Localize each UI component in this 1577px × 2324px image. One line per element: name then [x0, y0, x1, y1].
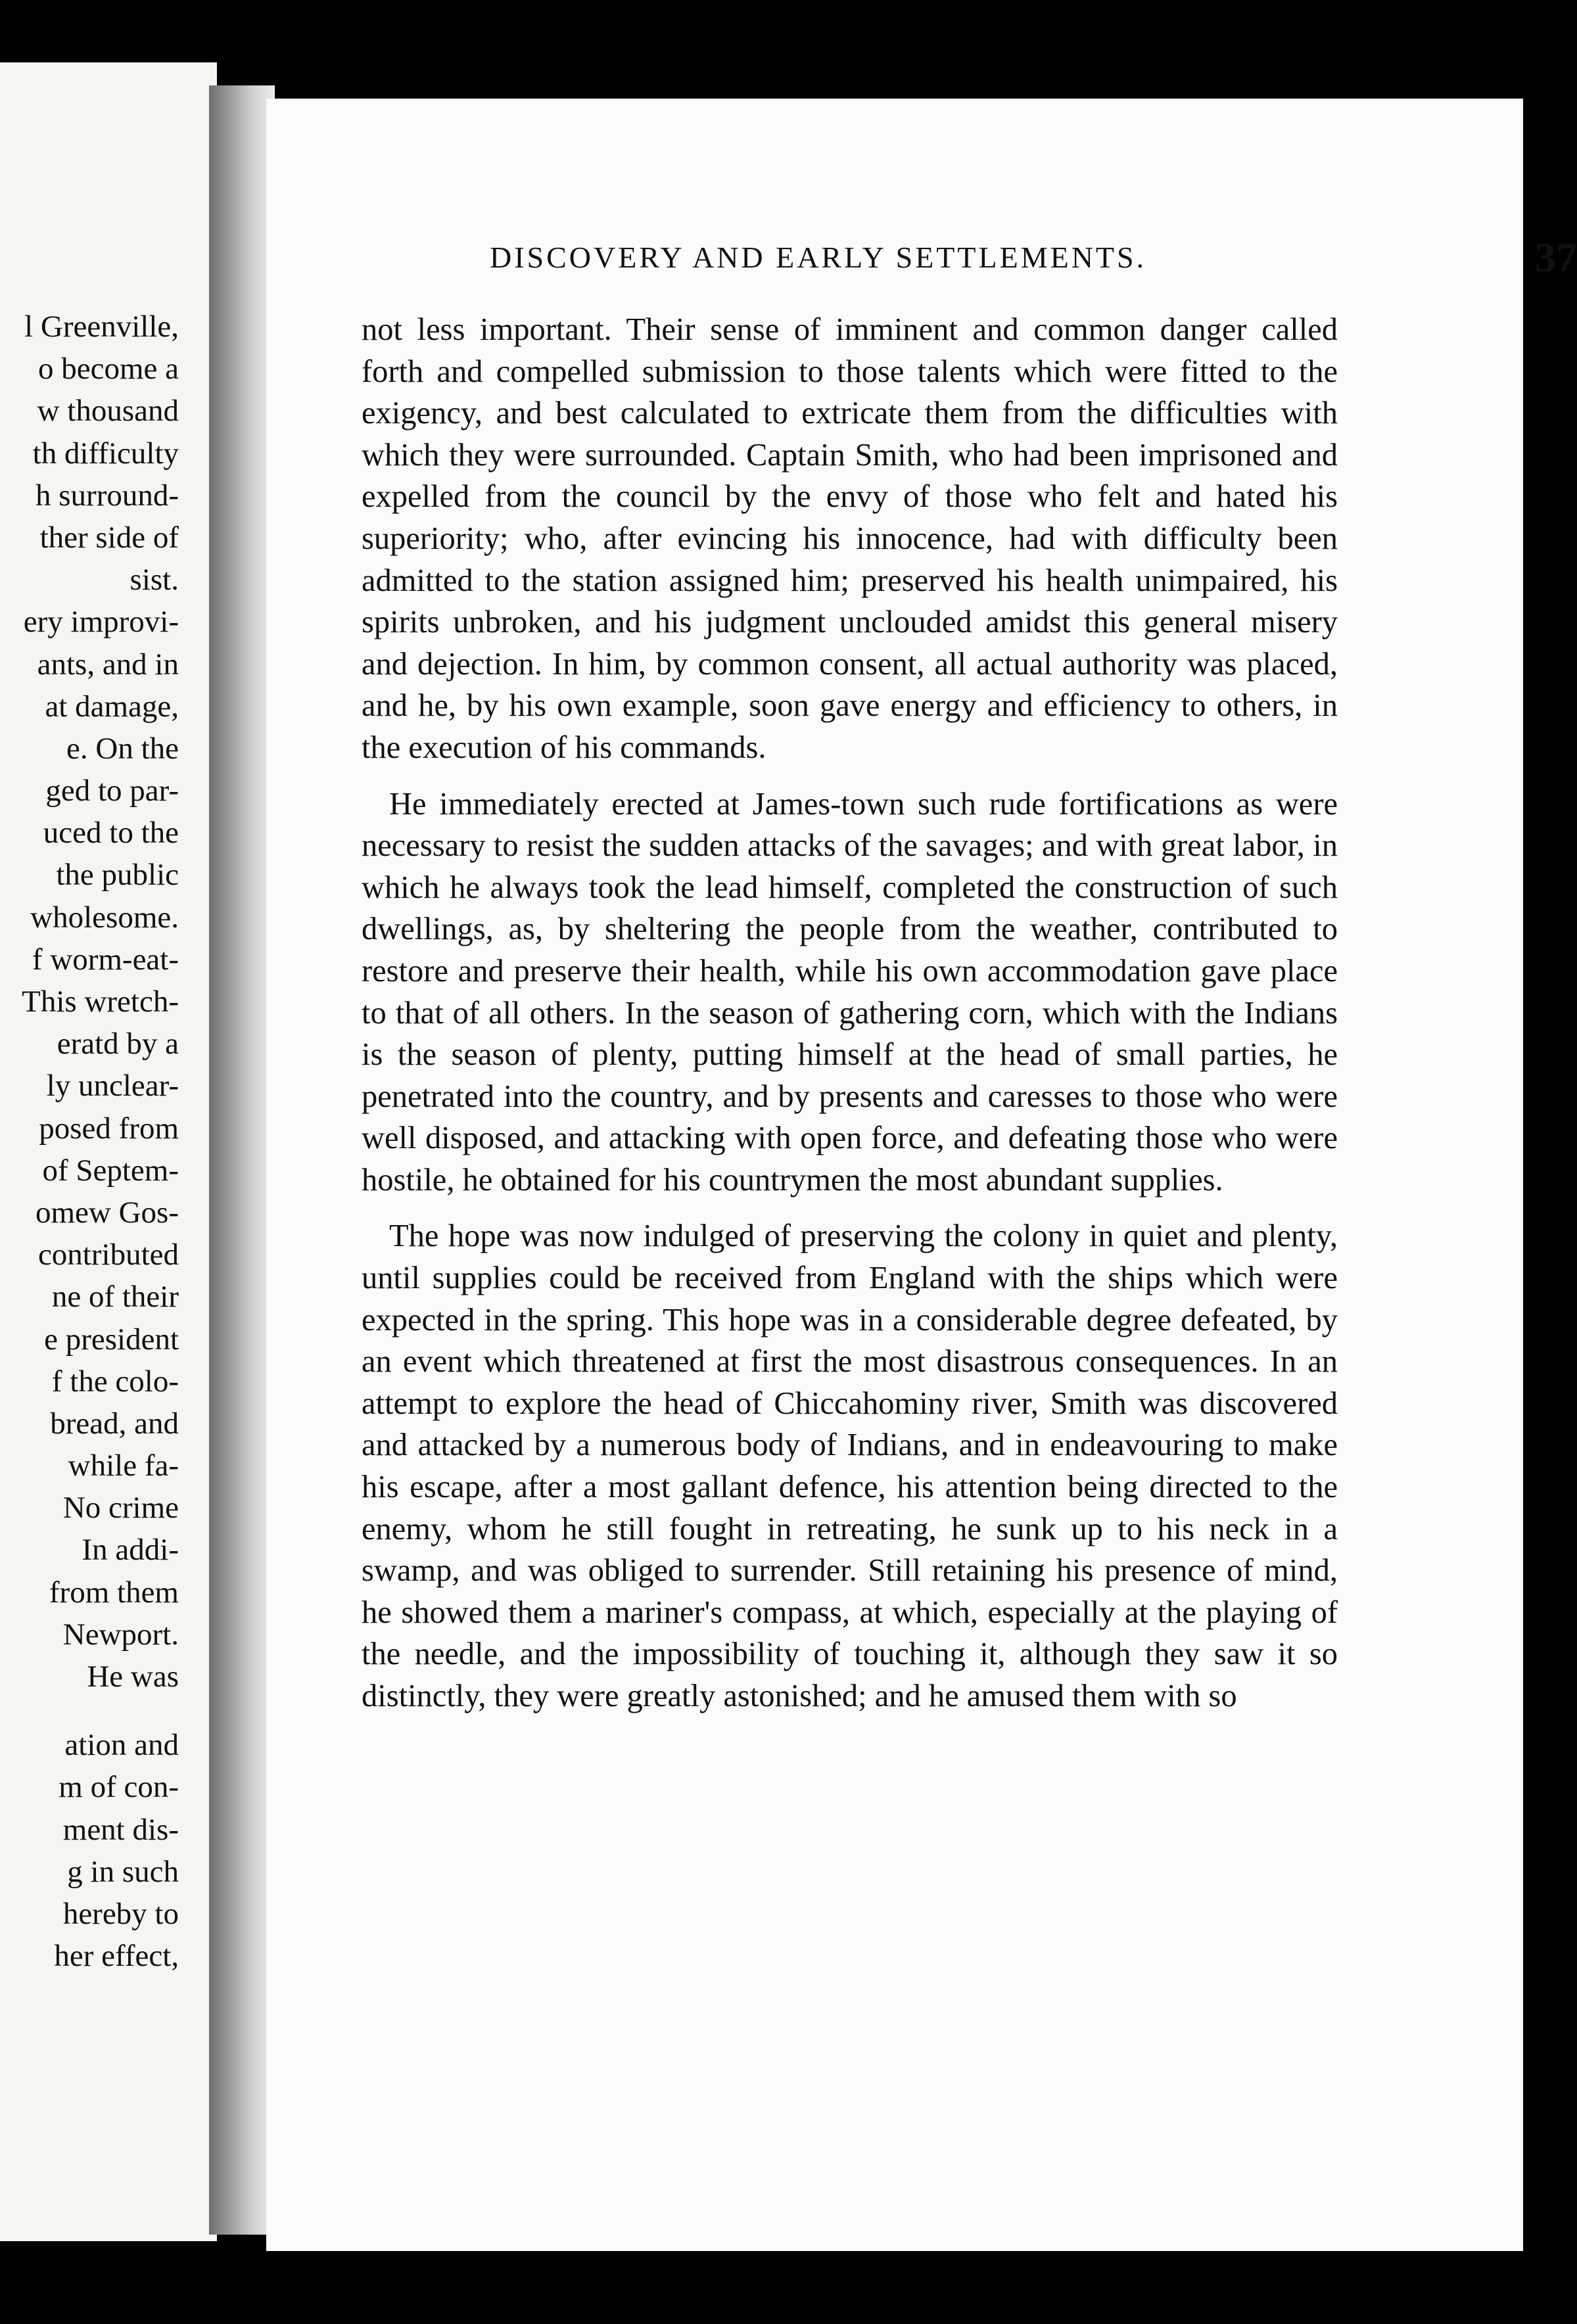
left-page-line: ment dis- — [62, 1812, 179, 1847]
left-page-line: No crime — [62, 1491, 179, 1525]
left-page-line: contributed — [37, 1238, 179, 1272]
left-page-line: l Greenville, — [24, 310, 179, 344]
right-page — [266, 99, 1577, 2251]
left-page-line: He was — [87, 1660, 179, 1694]
left-page-line: at damage, — [45, 689, 179, 724]
running-head: DISCOVERY AND EARLY SETTLEMENTS. — [490, 241, 1147, 274]
left-page-line: ants, and in — [37, 647, 179, 682]
left-page-line: posed from — [39, 1111, 179, 1146]
left-page-line: bread, and — [50, 1406, 179, 1441]
left-page-line: ged to par- — [45, 774, 179, 808]
left-page-line: of Septem- — [42, 1153, 179, 1188]
left-page-line: hereby to — [62, 1896, 179, 1931]
left-page-line: m of con- — [59, 1770, 179, 1805]
page-number: 37 — [1535, 234, 1577, 281]
left-page-line: wholesome. — [30, 900, 179, 935]
left-page-line: w thousand — [37, 394, 179, 429]
paragraph: not less important. Their sense of imminent and common danger called forth and compelled submission to those talents which were fitted to the exigency, and best calculated to extricate them from the difficulties with which they were surrounded. Captain Smith, who had been imprisoned and expelled from the council by the envy of those who felt and hated his superiority; who, after evincing his innocence, had with difficulty been admitted to the station assigned him; preserved his health unimpaired, his spirits unbroken, and his judgment unclouded amidst this general misery and dejection. In him, by common consent, all actual authority was placed, and he, by his own example, soon gave energy and efficiency to others, in the execution of his commands. — [362, 312, 1338, 765]
left-page-line: sist. — [129, 563, 179, 597]
left-page-line: Newport. — [62, 1617, 179, 1652]
left-page-line: her effect, — [54, 1939, 179, 1974]
left-page-line: e president — [44, 1322, 179, 1357]
left-page-line: th difficulty — [32, 436, 179, 471]
body-text — [362, 309, 1338, 1717]
left-page-line: omew Gos- — [35, 1195, 179, 1230]
left-page-line: g in such — [67, 1854, 179, 1889]
left-page-line: the public — [56, 858, 179, 893]
left-page-line: uced to the — [43, 816, 179, 850]
left-page-line: ne of their — [51, 1280, 179, 1314]
left-page-line: ery improvi- — [23, 605, 179, 639]
left-page-line: This wretch- — [22, 985, 179, 1019]
left-page-line — [22, 1698, 179, 1724]
paragraph: The hope was now indulged of preserving the colony in quiet and plenty, until supplies could be received from England with the ships which were expected in the spring. This hope was in a considerable degree defeated, by an event which threatened at first the most disastrous consequences. In an attempt to explore the head of Chiccahominy river, Smith was discovered and attacked by a numerous body of Indians, and in endeavouring to make his escape, after a most gallant defence, his attention being directed to the enemy, whom he still fought in retreating, he sunk up to his neck in a swamp, and was obliged to surrender. Still retaining his presence of mind, he showed them a mariner's compass, at which, especially at the playing of the needle, and the impossibility of touching it, although they saw it so distinctly, they were greatly astonished; and he amused them with so — [362, 1219, 1338, 1713]
left-page-line: from them — [49, 1575, 179, 1610]
book-gutter — [209, 85, 275, 2235]
left-page-line: e. On the — [66, 731, 179, 766]
paragraph: He immediately erected at James-town such rude fortifications as were necessary to resist the sudden attacks of the savages; and with great labor, in which he always took the lead himself, completed the construction of such dwellings, as, by sheltering the people from the weather, contributed to restore and preserve their health, while his own accommodation gave place to that of all others. In the season of gathering corn, which with the Indians is the season of plenty, putting himself at the head of small parties, he penetrated into the country, and by presents and caresses to those who were well disposed, and attacking with open force, and defeating those who were hostile, he obtained for his countrymen the most abundant supplies. — [362, 786, 1338, 1197]
left-page-line: ly unclear- — [46, 1069, 179, 1104]
left-page-line: ther side of — [39, 520, 179, 555]
left-page-line: f worm-eat- — [32, 942, 179, 977]
left-page-line: h surround- — [35, 478, 179, 513]
left-page-line: f the colo- — [51, 1364, 179, 1399]
left-page-line: o become a — [37, 352, 179, 386]
left-page-text — [22, 306, 179, 1977]
left-page-line: eratd by a — [57, 1027, 179, 1061]
left-page-line: In addi- — [82, 1533, 179, 1568]
left-page-line: while fa- — [68, 1449, 179, 1483]
left-page-line: ation and — [64, 1728, 179, 1763]
left-page — [0, 62, 217, 2241]
